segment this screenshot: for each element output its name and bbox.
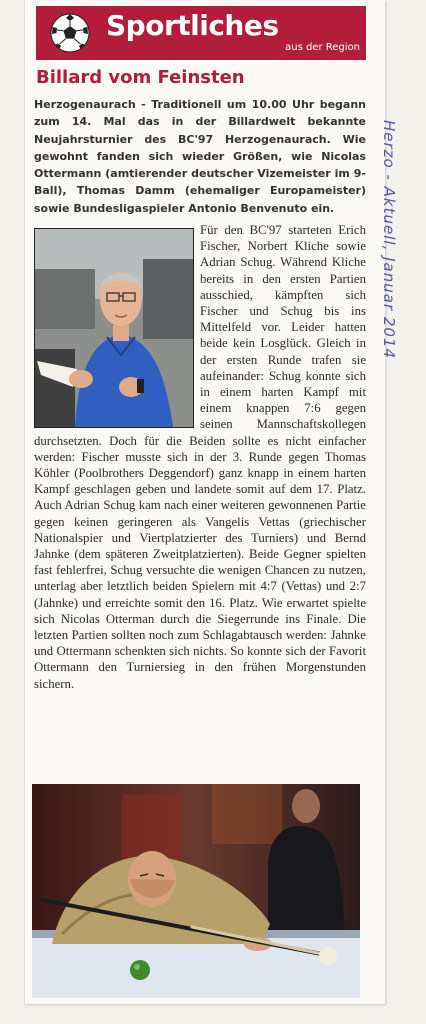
article-headline: Billard vom Feinsten bbox=[36, 67, 245, 88]
soccer-ball-icon bbox=[50, 13, 90, 53]
photo-man-illustration bbox=[35, 229, 193, 427]
section-subtitle: aus der Region bbox=[285, 42, 360, 53]
handwritten-source-note: Herzo - Aktuell, Januar 2014 bbox=[380, 120, 398, 360]
photo-billiard-illustration bbox=[32, 784, 360, 998]
section-title: Sportliches bbox=[106, 9, 279, 42]
section-banner bbox=[36, 6, 366, 60]
photo-man-with-paper bbox=[34, 228, 194, 428]
article-lead: Herzogenaurach - Traditionell um 10.00 Uhr begann zum 14. Mal das in der Billardwelt bekannte Neujahrsturnier des BC'97 Herzogenaurach. Wie gewohnt fanden sich wieder Größen, wie Nicolas Ottermann (amtierender deutscher Vizemeister im 9-Ball), Thomas Damm (ehemaliger Europameister) sowie Bundesligaspieler Antonio Benvenuto ein. bbox=[34, 98, 366, 215]
article-body-text: Für den BC'97 starteten Erich Fischer, Norbert Kliche sowie Adrian Schug. Während Kliche bereits in den ersten Partien ausschied, kämpften sich Fischer und Schug bis ins Mittelfeld vor. Leider hatten beide kein Losglück. Gleich in der ersten Runde trafen sie aufeinander: Schug konnte sich in einem harten Kampf mit einem knappen 7:6 gegen seinen Mannschaftskollegen durchsetzten. Doch für die Beiden sollte es nicht einfacher werden: Fischer musste sich in der 3. Runde gegen Thomas Köhler (Poolbrothers Deggendorf) ganz knapp in einem harten Kampf geschlagen geben und landete somit auf dem 17. Platz. Auch Adrian Schug kam nach einer weiteren gewonnenen Partie gegen keinen geringeren als Vangelis Vettas (griechischer Nationalspier und Viertplatzierter des Turniers) und Bernd Jahnke (dem späteren Zweitplatzierten). Beide Gegner spielten fast fehlerfrei, Schug versuchte die wenigen Chancen zu nutzen, unterlag aber letztlich beiden Spielern mit 4:7 (Vettas) und 2:7 (Jahnke) und erreichte somit den 16. Platz. Wie erwartet spielte sich Nicolas Otterman durch die Siegerrunde ins Finale. Die letzten Partien sollten noch zum Schlagabtausch werden: Jahnke und Ottermann schenkten sich nichts. So konnte sich der Favorit Ottermann den Turniersieg in den frühen Morgenstunden sichern. bbox=[34, 223, 366, 691]
photo-billiard-player bbox=[32, 784, 360, 998]
